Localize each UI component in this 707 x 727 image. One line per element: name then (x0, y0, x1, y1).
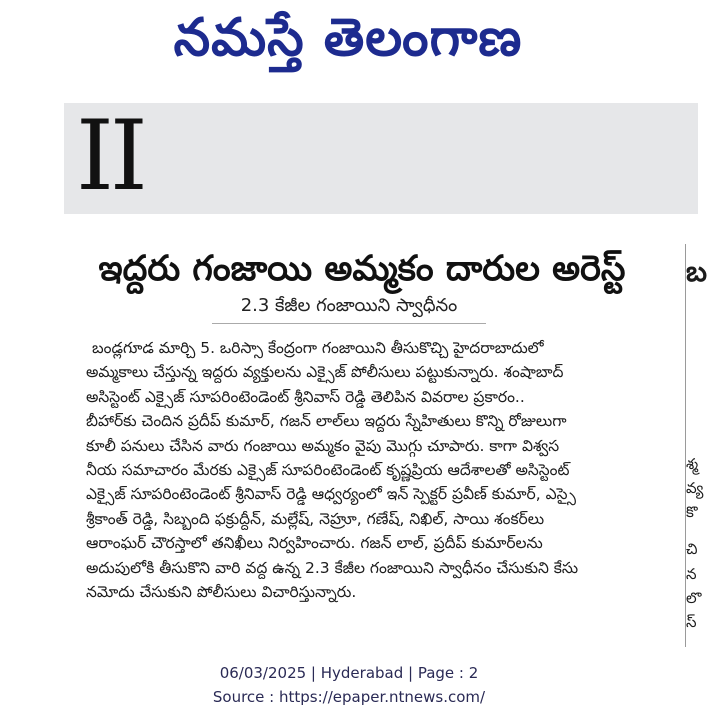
section-band (64, 100, 698, 214)
body-line: నీయ సమాచారం మేరకు ఎక్సైజ్ సూపరింటెండెంట్ కృష్ణప్రియ ఆదేశాలతో అసిస్టెంట్ (86, 461, 570, 480)
body-line: బండ్లగూడ మార్చి 5. ఒరిస్సా కేంద్రంగా గంజాయిని తీసుకొచ్చి హైదరాబాదులో (92, 339, 544, 357)
body-line: నమోదు చేసుకుని పోలీసులు విచారిస్తున్నారు. (86, 583, 357, 602)
footer-date-line: 06/03/2025 | Hyderabad | Page : 2 (219, 664, 479, 682)
article-body (86, 336, 642, 604)
adjacent-line-fragment: వ్య (686, 479, 704, 497)
adjacent-line-fragment: స్ (686, 613, 697, 631)
adjacent-line-fragment: న (686, 565, 697, 583)
body-line: శ్రీకాంత్ రెడ్డి, సిబ్బంది ఫక్రుద్దీన్, మల్లేష్, నెహ్రూ, గణేష్, నిఖిల్, సాయి శంకర్‌లు (86, 509, 545, 528)
adjacent-line-fragment: శ్మ (686, 455, 699, 473)
adjacent-line-fragment: చి (686, 540, 698, 558)
article-headline: ఇద్దరు గంజాయి అమ్మకం దారుల అరెస్ట్ (98, 249, 626, 289)
masthead-title: నమస్తే తెలంగాణ (173, 8, 523, 68)
section-numeral: II (76, 100, 144, 212)
body-line: కూలీ పనులు చేసిన వారు గంజాయి అమ్మకం వైపు మొగ్గు చూపారు. కాగా విశ్వస (86, 436, 560, 455)
body-line: ఎక్సైజ్ సూపరింటెండెంట్ శ్రీనివాస్ రెడ్డి ఆధ్వర్యంలో ఇన్ స్పెక్టర్ ప్రవీణ్ కుమార్, ఎస్సై (86, 485, 576, 504)
adjacent-line-fragment: లొ (686, 589, 702, 607)
body-line: అదుపులోకి తీసుకొని వారి వద్ద ఉన్న 2.3 కేజీల గంజాయిని స్వాధీనం చేసుకుని కేసు (86, 558, 579, 577)
article-subheadline: 2.3 కేజీల గంజాయిని స్వాధీనం (212, 291, 486, 324)
adjacent-line-fragment: కొ (686, 503, 698, 521)
body-line: అసిస్టెంట్ ఎక్సైజ్ సూపరింటెండెంట్ శ్రీనివాస్ రెడ్డి తెలిపిన వివరాల ప్రకారం.. (86, 387, 525, 406)
adjacent-headline-fragment: బ (686, 255, 707, 288)
body-line: బీహార్‌కు చెందిన ప్రదీప్ కుమార్, గజన్ లాల్‌లు ఇద్దరు స్నేహితులు కొన్ని రోజులుగా (86, 412, 567, 431)
body-line: అమ్మకాలు చేస్తున్న ఇద్దరు వ్యక్తులను ఎక్సైజ్ పోలీసులు పట్టుకున్నారు. శంషాబాద్ (86, 363, 564, 382)
footer-source-line: Source : https://epaper.ntnews.com/ (212, 688, 486, 706)
body-line: ఆరాంఘర్ చౌరస్తాలో తనిఖీలు నిర్వహించారు. గజన్ లాల్, ప్రదీప్ కుమార్‌లను (86, 534, 543, 553)
